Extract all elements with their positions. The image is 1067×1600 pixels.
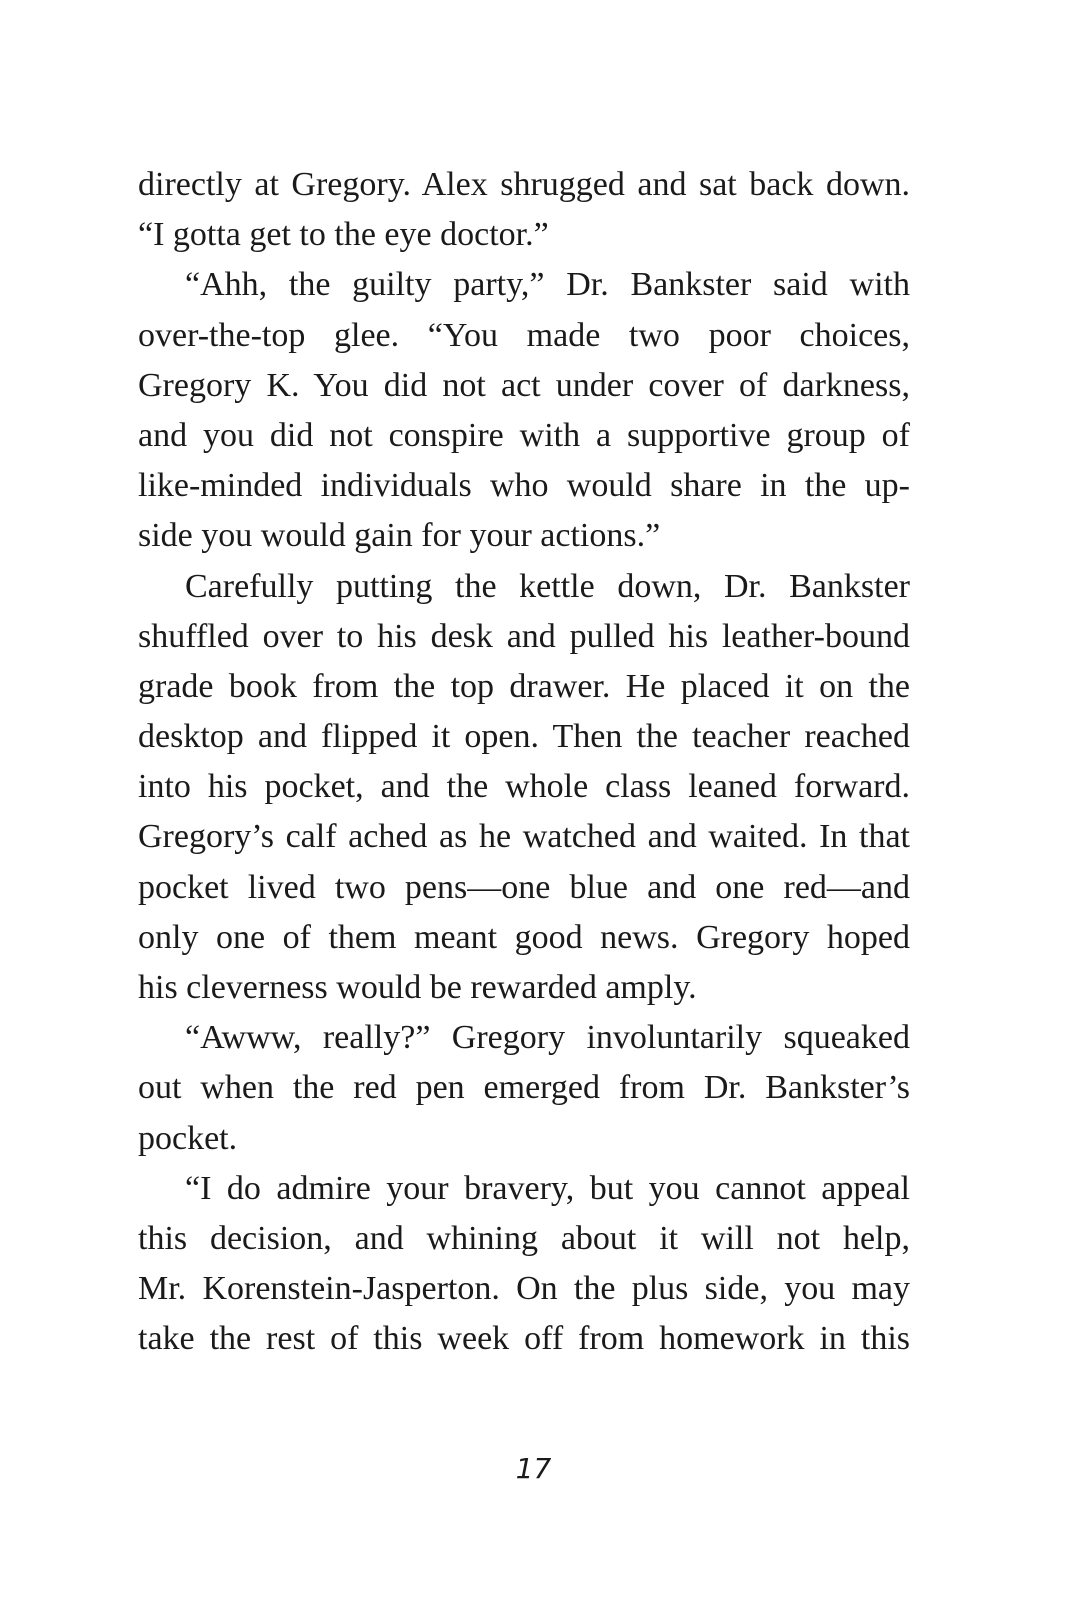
text-line: Gregory’s calf ached as he watched and waited. In that xyxy=(138,818,910,856)
text-line: only one of them meant good news. Gregory hoped xyxy=(138,918,910,956)
text-line: this decision, and whining about it will not help, xyxy=(138,1219,910,1257)
text-line: pocket. xyxy=(138,1119,238,1157)
text-line: his cleverness would be rewarded amply. xyxy=(138,969,697,1006)
text-line: take the rest of this week off from homework in this xyxy=(138,1320,910,1358)
text-line: out when the red pen emerged from Dr. Bankster’s xyxy=(138,1069,910,1107)
page-number: 17 xyxy=(515,1452,552,1485)
text-line: Carefully putting the kettle down, Dr. Bankster xyxy=(185,567,910,605)
text-line: Gregory K. You did not act under cover of darkness, xyxy=(138,366,910,404)
text-line: side you would gain for your actions.” xyxy=(138,517,661,555)
text-line: into his pocket, and the whole class leaned forward. xyxy=(138,768,910,806)
text-line: like-minded individuals who would share in the up- xyxy=(138,467,910,505)
text-line: shuffled over to his desk and pulled his leather-bound xyxy=(138,617,910,655)
text-line: grade book from the top drawer. He placed it on the xyxy=(138,667,910,705)
text-line: directly at Gregory. Alex shrugged and sat back down. xyxy=(138,166,910,203)
text-line: over-the-top glee. “You made two poor choices, xyxy=(138,316,910,354)
text-line: “I do admire your bravery, but you cannot appeal xyxy=(185,1169,910,1207)
text-line: Mr. Korenstein-Jasperton. On the plus side, you may xyxy=(138,1270,910,1308)
text-line: pocket lived two pens—one blue and one red—and xyxy=(138,868,910,906)
text-line: “I gotta get to the eye doctor.” xyxy=(138,216,549,254)
text-line: “Awww, really?” Gregory involuntarily squeaked xyxy=(185,1019,910,1057)
text-line: “Ahh, the guilty party,” Dr. Bankster said with xyxy=(185,266,910,304)
body-text xyxy=(138,160,910,1365)
text-line: and you did not conspire with a supportive group of xyxy=(138,416,910,454)
text-line: desktop and flipped it open. Then the teacher reached xyxy=(138,718,910,756)
